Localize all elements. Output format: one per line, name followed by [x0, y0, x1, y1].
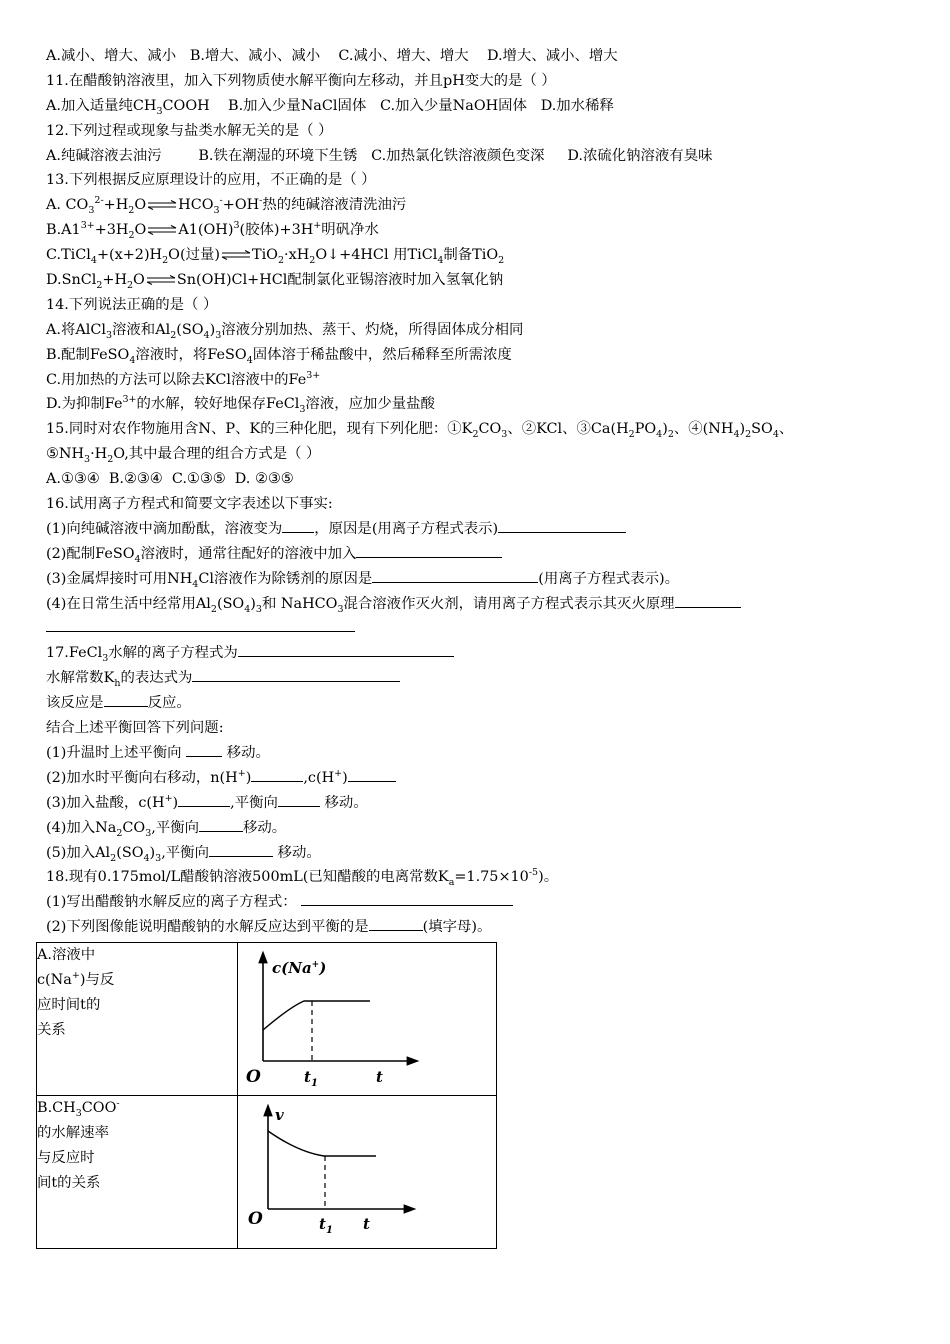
equilibrium-arrow-icon [221, 250, 251, 260]
q12-option-b: B.铁在潮湿的环境下生锈 [198, 147, 358, 164]
q15-option-d: D. ②③⑤ [234, 471, 294, 488]
graph-b-description: $B.CH_3COO^-$ 的水解速率 与反应时 间t的关系 [37, 1096, 238, 1249]
q18-line1: 18.现有0.175mol/L醋酸钠溶液500mL(已知醋酸的电离常数$K_a=1.75\times 10^{-5}$)。 [46, 867, 559, 889]
concentration-curve [263, 1001, 370, 1030]
q11-option-b: B.加入少量NaCl固体 [228, 97, 367, 114]
answer-blank[interactable] [186, 742, 222, 757]
answer-blank[interactable] [372, 568, 538, 583]
question-page [46, 44, 916, 940]
graph-row-b [37, 1096, 497, 1249]
q17-sub5: (5)加入$Al_2(SO_4)_3$,平衡向 移动。 [46, 841, 916, 866]
q17-sub2: (2)加水时平衡向右移动，n(H+) ,c(H+) [46, 766, 916, 791]
answer-blank[interactable] [209, 842, 273, 857]
q15-stem-line1: 15.同时对农作物施用含N、P、K的三种化肥，现有下列化肥：$①K_2CO_3$、②KCl、$③Ca(H_2PO_4)_2$、$④(NH_4)_2SO_4$、 [46, 421, 794, 441]
q14-option-d: D.为抑制$Fe^{3+}$的水解，较好地保存FeCl$_3$溶液，应加少量盐酸 [46, 394, 435, 416]
equilibrium-arrow-icon [147, 225, 177, 235]
answer-blank[interactable] [178, 792, 230, 807]
q11-option-d: D.加水稀释 [540, 97, 614, 114]
q13-option-b: $B.A1^{3+}+3H_2O$ A1(OH)$^3$(胶体)+3H+明矾净水 [46, 220, 379, 242]
q16-sub4: (4)在日常生活中经常用$Al_2(SO_4)_3$和 NaHCO$_3$混合溶液作灭火剂，请用离子方程式表示其灭火原理 [46, 592, 916, 617]
q17-sub1: (1)升温时上述平衡向 移动。 [46, 741, 916, 766]
q15-option-b: B.②③④ [108, 471, 163, 488]
q15-stem-line2: $⑤NH_3\cdot H_2O$,其中最合理的组合方式是（ ） [46, 446, 321, 466]
answer-blank[interactable] [498, 518, 626, 533]
graph-b-plot [238, 1096, 496, 1244]
q16-sub1: (1)向纯碱溶液中滴加酚酞，溶液变为 ，原因是(用离子方程式表示) [46, 517, 916, 542]
answer-blank[interactable] [238, 642, 454, 657]
q13-option-d: $D.SnCl_2+H_2O$ Sn(OH)Cl+HCl配制氯化亚锡溶液时加入氢氧化钠 [46, 272, 504, 291]
y-axis-label: c(Na+) [272, 959, 327, 977]
q13-stem: 13.下列根据反应原理设计的应用，不正确的是（ ） [46, 172, 376, 189]
q18-sub1: (1)写出醋酸钠水解反应的离子方程式： [46, 890, 916, 915]
q12-stem: 12.下列过程或现象与盐类水解无关的是（ ） [46, 122, 333, 139]
y-axis-label: v [275, 1106, 284, 1124]
q12-option-d: D.浓硫化钠溶液有臭味 [567, 147, 713, 164]
q10-option-d: D.增大、减小、增大 [486, 48, 618, 64]
q14-option-a: A.将AlCl$_3$溶液和$Al_2(SO_4)_3$溶液分别加热、蒸干、灼烧，所得固体成分相同 [46, 321, 524, 341]
q10-option-a: A.减小、增大、减小 [46, 48, 177, 64]
q17-line4: 结合上述平衡回答下列问题: [46, 720, 224, 737]
q17-line2: 水解常数$K_h$的表达式为 [46, 666, 916, 691]
t-axis-label: t [376, 1068, 383, 1086]
q16-sub3: (3)金属焊接时可用$NH_4Cl$溶液作为除锈剂的原因是 (用离子方程式表示)。 [46, 567, 916, 592]
t-axis-label: t [363, 1215, 370, 1233]
origin-label: O [246, 1067, 261, 1087]
q15-option-a: A.①③④ [46, 471, 100, 488]
hydrolysis-rate-curve [268, 1131, 376, 1156]
q12-option-c: C.加热氯化铁溶液颜色变深 [371, 147, 545, 164]
t1-label: $t_1$ [304, 1068, 318, 1089]
q17-sub3: (3)加入盐酸，c(H+) ,平衡向 移动。 [46, 792, 368, 811]
q11-options [46, 94, 916, 119]
answer-blank[interactable] [348, 767, 396, 782]
q17-line1: 17.FeCl$_3$水解的离子方程式为 [46, 641, 916, 666]
q13-option-c: $C.TiCl_4+(x+2)H_2O$(过量) $TiO_2\cdot xH_2O↓+4HCl$ 用TiCl$_4$制备TiO$_2$ [46, 247, 505, 266]
graph-a-plot [238, 943, 496, 1091]
graph-b-cell [238, 1096, 497, 1249]
q14-stem: 14.下列说法正确的是（ ） [46, 296, 218, 313]
graph-row-a [37, 943, 497, 1096]
q15-option-c: C.①③⑤ [171, 471, 226, 488]
q10-option-c: C.减小、增大、增大 [338, 48, 469, 64]
q11-stem: 11.在醋酸钠溶液里，加入下列物质使水解平衡向左移动，并且pH变大的是（ ） [46, 72, 556, 89]
answer-blank[interactable] [282, 518, 314, 533]
equilibrium-arrow-icon [147, 200, 177, 210]
answer-blank[interactable] [192, 667, 400, 682]
t1-label: $t_1$ [319, 1215, 333, 1236]
answer-blank[interactable] [251, 767, 303, 782]
equilibrium-arrow-icon [146, 275, 176, 285]
q14-option-c: C.用加热的方法可以除去KCl溶液中的$Fe^{3+}$ [46, 369, 321, 388]
q17-line3: 该反应是 反应。 [46, 691, 916, 716]
q18-sub2: (2)下列图像能说明醋酸钠的水解反应达到平衡的是 (填字母)。 [46, 915, 916, 940]
q12-option-a: A.纯碱溶液去油污 [46, 147, 162, 164]
q16-stem: 16.试用离子方程式和简要文字表述以下事实: [46, 496, 333, 513]
q10-options [46, 44, 916, 69]
graph-a-description: A.溶液中 c(Na+)与反 应时间t的 关系 [37, 943, 238, 1096]
answer-blank[interactable] [301, 891, 513, 906]
answer-blank[interactable] [278, 792, 320, 807]
q14-option-b: B.配制FeSO$_4$溶液时，将FeSO$_4$固体溶于稀盐酸中，然后稀释至所需浓度 [46, 346, 512, 366]
q11-option-c: C.加入少量NaOH固体 [380, 97, 527, 114]
q15-options [46, 467, 916, 492]
q13-option-a: A. $CO_3^{2-}+H_2O$ $HCO_3^-+OH^-$热的纯碱溶液清洗油污 [46, 195, 407, 217]
answer-blank[interactable] [356, 543, 502, 558]
answer-blank[interactable] [46, 617, 355, 632]
q16-sub4-continuation [46, 616, 916, 641]
q10-option-b: B.增大、减小、减小 [189, 48, 321, 64]
answer-blank[interactable] [675, 593, 741, 608]
answer-blank[interactable] [104, 692, 148, 707]
origin-label: O [248, 1209, 263, 1229]
answer-blank[interactable] [369, 916, 423, 931]
q11-option-a: A.加入适量纯$CH_3COOH$ [46, 97, 210, 117]
q16-sub2: (2)配制FeSO$_4$溶液时，通常往配好的溶液中加入 [46, 542, 916, 567]
graph-options-table [36, 942, 497, 1249]
q12-options [46, 144, 916, 169]
graph-a-cell [238, 943, 497, 1096]
q17-sub4: (4)加入$Na_2CO_3$,平衡向 移动。 [46, 816, 916, 841]
answer-blank[interactable] [199, 817, 243, 832]
